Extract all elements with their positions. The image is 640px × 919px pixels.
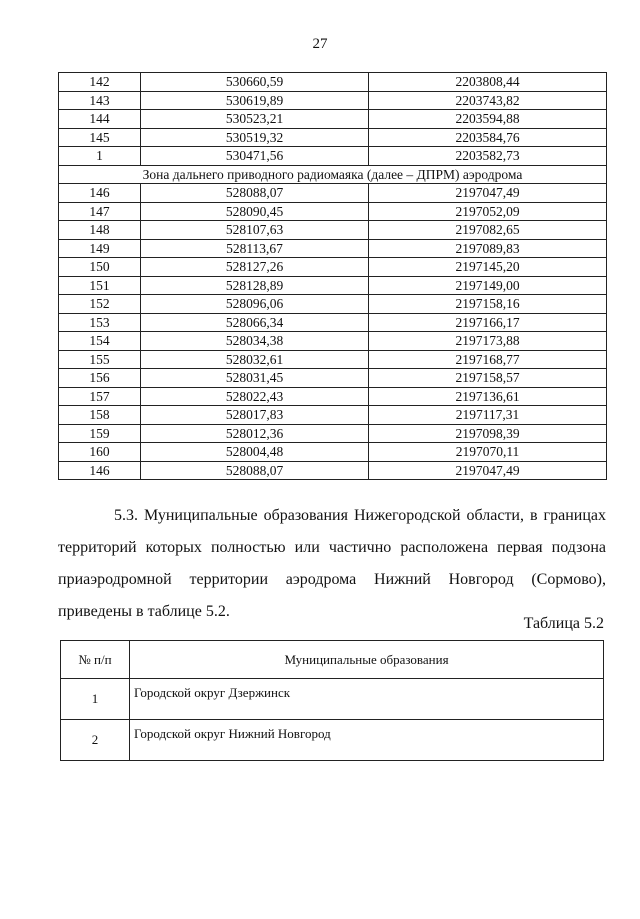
x-coordinate: 530523,21 — [141, 110, 369, 129]
y-coordinate: 2197166,17 — [369, 313, 607, 332]
point-number: 153 — [59, 313, 141, 332]
table-row — [59, 424, 607, 443]
table-row — [61, 679, 604, 720]
x-coordinate: 528022,43 — [141, 387, 369, 406]
x-coordinate: 528088,07 — [141, 461, 369, 480]
x-coordinate: 528032,61 — [141, 350, 369, 369]
table-row — [59, 221, 607, 240]
y-coordinate: 2203808,44 — [369, 73, 607, 92]
row-number: 1 — [61, 679, 130, 720]
table-row — [59, 276, 607, 295]
point-number: 1 — [59, 147, 141, 166]
y-coordinate: 2197149,00 — [369, 276, 607, 295]
point-number: 146 — [59, 461, 141, 480]
header-number: № п/п — [61, 641, 130, 679]
x-coordinate: 528034,38 — [141, 332, 369, 351]
table-header-row — [61, 641, 604, 679]
point-number: 157 — [59, 387, 141, 406]
x-coordinate: 528128,89 — [141, 276, 369, 295]
x-coordinate: 528004,48 — [141, 443, 369, 462]
point-number: 147 — [59, 202, 141, 221]
point-number: 145 — [59, 128, 141, 147]
y-coordinate: 2203582,73 — [369, 147, 607, 166]
table-row — [59, 461, 607, 480]
point-number: 149 — [59, 239, 141, 258]
table-row — [59, 128, 607, 147]
point-number: 152 — [59, 295, 141, 314]
y-coordinate: 2197117,31 — [369, 406, 607, 425]
y-coordinate: 2197047,49 — [369, 184, 607, 203]
y-coordinate: 2197089,83 — [369, 239, 607, 258]
point-number: 154 — [59, 332, 141, 351]
table-row — [59, 258, 607, 277]
municipalities-table — [60, 640, 604, 761]
x-coordinate: 528113,67 — [141, 239, 369, 258]
table-row — [59, 443, 607, 462]
point-number: 150 — [59, 258, 141, 277]
point-number: 146 — [59, 184, 141, 203]
x-coordinate: 530660,59 — [141, 73, 369, 92]
point-number: 158 — [59, 406, 141, 425]
table-row — [59, 332, 607, 351]
table-row — [59, 239, 607, 258]
table-row — [59, 184, 607, 203]
point-number: 156 — [59, 369, 141, 388]
table-row — [59, 369, 607, 388]
y-coordinate: 2197173,88 — [369, 332, 607, 351]
y-coordinate: 2197136,61 — [369, 387, 607, 406]
x-coordinate: 528066,34 — [141, 313, 369, 332]
x-coordinate: 530519,32 — [141, 128, 369, 147]
y-coordinate: 2203743,82 — [369, 91, 607, 110]
table-row — [59, 147, 607, 166]
row-municipality: Городской округ Дзержинск — [130, 679, 604, 720]
y-coordinate: 2203594,88 — [369, 110, 607, 129]
y-coordinate: 2197098,39 — [369, 424, 607, 443]
y-coordinate: 2197168,77 — [369, 350, 607, 369]
point-number: 151 — [59, 276, 141, 295]
x-coordinate: 528107,63 — [141, 221, 369, 240]
point-number: 155 — [59, 350, 141, 369]
table-row — [59, 73, 607, 92]
x-coordinate: 530619,89 — [141, 91, 369, 110]
table-row — [59, 202, 607, 221]
paragraph-5-3: 5.3. Муниципальные образования Нижегородской области, в границах территорий которых полностью или частично расположена первая подзона приаэродромной территории аэродрома Нижний Новгород (Сормово), приведены в таблице 5.2. — [58, 507, 606, 620]
x-coordinate: 530471,56 — [141, 147, 369, 166]
row-number: 2 — [61, 720, 130, 761]
x-coordinate: 528090,45 — [141, 202, 369, 221]
x-coordinate: 528096,06 — [141, 295, 369, 314]
point-number: 144 — [59, 110, 141, 129]
table-row — [59, 350, 607, 369]
header-municipalities: Муниципальные образования — [130, 641, 604, 679]
table-caption: Таблица 5.2 — [523, 615, 604, 632]
point-number: 142 — [59, 73, 141, 92]
table-row — [59, 406, 607, 425]
y-coordinate: 2197052,09 — [369, 202, 607, 221]
y-coordinate: 2197145,20 — [369, 258, 607, 277]
y-coordinate: 2197047,49 — [369, 461, 607, 480]
table-row — [59, 91, 607, 110]
y-coordinate: 2197158,57 — [369, 369, 607, 388]
table-row — [59, 295, 607, 314]
x-coordinate: 528017,83 — [141, 406, 369, 425]
point-number: 143 — [59, 91, 141, 110]
x-coordinate: 528088,07 — [141, 184, 369, 203]
table-row — [59, 387, 607, 406]
point-number: 148 — [59, 221, 141, 240]
row-municipality: Городской округ Нижний Новгород — [130, 720, 604, 761]
point-number: 159 — [59, 424, 141, 443]
table-row — [61, 720, 604, 761]
section-title: Зона дальнего приводного радиомаяка (далее – ДПРМ) аэродрома — [59, 165, 607, 184]
page-number: 27 — [312, 36, 328, 52]
coordinates-table — [58, 72, 607, 480]
x-coordinate: 528012,36 — [141, 424, 369, 443]
y-coordinate: 2203584,76 — [369, 128, 607, 147]
x-coordinate: 528031,45 — [141, 369, 369, 388]
y-coordinate: 2197082,65 — [369, 221, 607, 240]
point-number: 160 — [59, 443, 141, 462]
table-row — [59, 110, 607, 129]
x-coordinate: 528127,26 — [141, 258, 369, 277]
table-row — [59, 313, 607, 332]
y-coordinate: 2197070,11 — [369, 443, 607, 462]
y-coordinate: 2197158,16 — [369, 295, 607, 314]
section-row — [59, 165, 607, 184]
